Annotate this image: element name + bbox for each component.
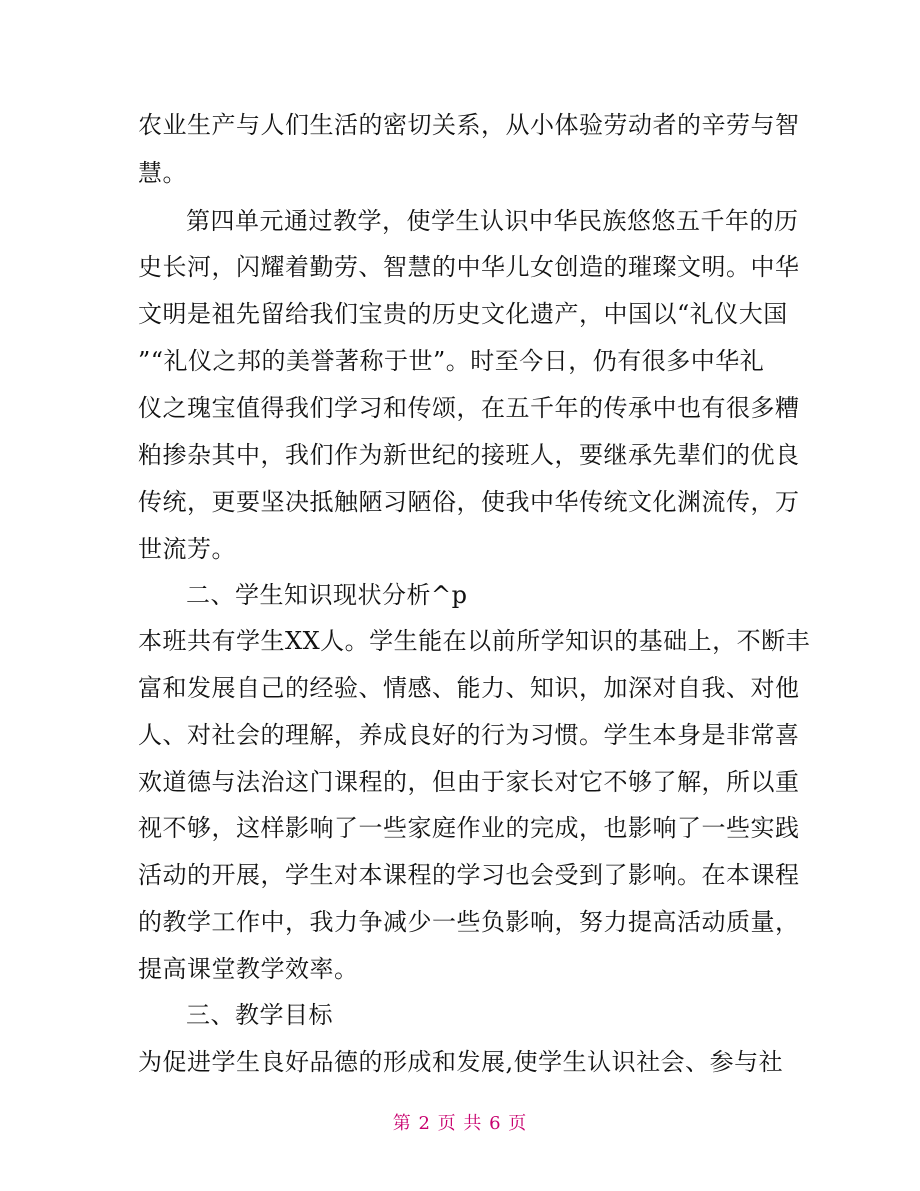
section-heading: 三、教学目标	[186, 1001, 333, 1029]
text-line: 农业生产与人们生活的密切关系，从小体验劳动者的辛劳与智	[138, 111, 800, 139]
page-number-footer: 第 2 页 共 6 页	[392, 1113, 528, 1134]
text-line: 本班共有学生XX人。学生能在以前所学知识的基础上，不断丰	[138, 627, 811, 655]
text-line: 第四单元通过教学，使学生认识中华民族悠悠五千年的历	[186, 207, 799, 235]
text-line: 为促进学生良好品德的形成和发展,使学生认识社会、参与社	[138, 1048, 784, 1076]
text-line: 视不够，这样影响了一些家庭作业的完成，也影响了一些实践	[138, 814, 800, 842]
text-line: 史长河，闪耀着勤劳、智慧的中华儿女创造的璀璨文明。中华	[138, 253, 800, 281]
text-line: 提高课堂教学效率。	[138, 955, 359, 983]
text-line: 人、对社会的理解，养成良好的行为习惯。学生本身是非常喜	[138, 721, 800, 749]
text-line: 粕掺杂其中，我们作为新世纪的接班人，要继承先辈们的优良	[138, 441, 800, 469]
text-line: 仪之瑰宝值得我们学习和传颂，在五千年的传承中也有很多糟	[138, 394, 800, 422]
text-line: 富和发展自己的经验、情感、能力、知识，加深对自我、对他	[138, 674, 800, 702]
text-line: 传统，更要坚决抵触陋习陋俗，使我中华传统文化渊流传，万	[138, 488, 800, 516]
section-heading: 二、学生知识现状分析^p	[186, 581, 468, 609]
text-line: 文明是祖先留给我们宝贵的历史文化遗产，中国以“礼仪大国	[138, 300, 788, 328]
text-line: 世流芳。	[138, 535, 236, 563]
text-line: 活动的开展，学生对本课程的学习也会受到了影响。在本课程	[138, 861, 800, 889]
text-line: 的教学工作中，我力争减少一些负影响，努力提高活动质量，	[138, 908, 800, 936]
text-line: ”“礼仪之邦的美誉著称于世”。时至今日，仍有很多中华礼	[138, 347, 765, 375]
text-line: 欢道德与法治这门课程的，但由于家长对它不够了解，所以重	[138, 768, 800, 796]
text-line: 慧。	[138, 159, 187, 187]
